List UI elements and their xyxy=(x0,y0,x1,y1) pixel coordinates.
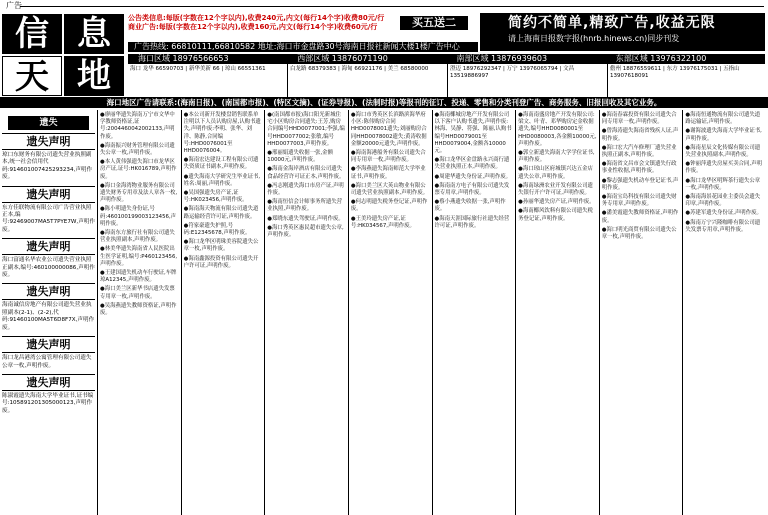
classified-item: ●海南宏达建设工程有限公司遗失资质证书副本,声明作废。 xyxy=(183,157,259,171)
classified-column xyxy=(98,110,182,515)
logo-char-4: 地 xyxy=(64,56,124,96)
classified-item: ●邢丽娟遗失收据一张,金额10000元,声明作废。 xyxy=(267,150,333,164)
classified-item: ●遗失海南大学研究生毕业证书,姓名:周丽,声明作废。 xyxy=(183,173,261,187)
notice-columns xyxy=(98,110,766,515)
classified-item: ●王建国遗失机动车行驶证,车牌琼A12345,声明作废。 xyxy=(100,270,177,284)
notice-title: 遗失声明 xyxy=(2,186,95,203)
notice-title: 遗失声明 xyxy=(2,133,95,150)
classified-item: ●海南恒信会计师事务所遗失营业执照,声明作废。 xyxy=(267,199,343,213)
classified-item: ●海南绿洲农业开发有限公司遗失银行开户许可证,声明作废。 xyxy=(518,182,593,197)
top-rule xyxy=(20,6,764,7)
classified-item: ●海南椰城房地产开发有限公司以下客户认购书遗失,声明作废:林海、吴静、符强、陈丽,认购书编号HHD0079001至HHD0079004,金额各10000元。 xyxy=(434,112,512,155)
regions-bar xyxy=(128,54,765,64)
classified-column xyxy=(265,110,349,515)
hotline-band: 广告热线: 66810111,66810582 地址:海口市金盘路30号海南日报社新闻大楼1楼广告中心 xyxy=(128,42,478,52)
classified-item: ●海南南方电子有限公司遗失发票专用章,声明作废。 xyxy=(434,182,510,197)
classified-item: ●海口金海湾物业服务有限公司遗失财务专用章及法人章各一枚,声明作废。 xyxy=(100,182,178,204)
directory-col-2: 白龙路 68379383 | 海甸 66921176 | 美兰 68580000 xyxy=(288,64,448,97)
agent-directory xyxy=(128,64,765,97)
top-line xyxy=(0,0,768,12)
notice-title: 遗失声明 xyxy=(2,374,95,391)
lost-notice xyxy=(2,374,95,415)
service-banner: 海口地区广告请联系:(海南日报)、(南国都市报)、(特区文摘)、(证券导报)、(法制时报)等报刊的征订、投递、零售和分类刊登广告、商务服务、旧报回收及其它业务。 xyxy=(0,97,768,108)
slogan-title: 简约不简单,精致广告,收益无限 xyxy=(508,15,716,31)
directory-col-4: 儋州 18876559611 | 东方 13976175031 | 五指山 13907618091 xyxy=(610,66,740,79)
classified-item: ●李海燕遗失海南师范大学毕业证书,声明作废。 xyxy=(350,166,426,180)
classified-item: ●冯志刚遗失海口市房产证,声明作废。 xyxy=(267,182,344,197)
classified-item: ●海南天涯国际旅行社遗失经营许可证,声明作废。 xyxy=(434,215,510,229)
lost-notice xyxy=(2,133,95,182)
classified-item: ●本公司新开发楼盘销售联系单注明以下人员认购房屋,认购书遗失,声明作废:李明、张华、刘洋、陈静,合同编号:HHD0076001至HHD0076004。 xyxy=(183,112,261,155)
notice-body: 海口富通名华农业公司遗失营业执照正副本,编号:460100000086,声明作废。 xyxy=(2,257,95,279)
masthead xyxy=(0,12,768,97)
notice-body: 陈淑霞遗失海南大学毕业证书,证书编号:105891201305000123,声明作废。 xyxy=(2,392,94,414)
classified-item: ●孙丽华遗失房产证,声明作废。 xyxy=(518,199,595,206)
classified-item: ●海南万宁兴隆咖啡有限公司遗失发票专用章,声明作废。 xyxy=(685,219,761,233)
directory-col-3: 澄迈 18976292347 | 万宁 13976065794 | 文昌 13519886997 xyxy=(448,64,608,97)
lost-notice xyxy=(2,186,95,235)
logo xyxy=(2,14,126,96)
classified-item: ●潘美霞遗失教师资格证,声明作废。 xyxy=(601,210,679,224)
classified-item: ●何志明遗失税务登记证,声明作废。 xyxy=(350,199,428,213)
classified-item: ●海南星辰文化传媒有限公司遗失营业执照副本,声明作废。 xyxy=(685,144,761,159)
classified-item: ●王美玲遗失房产证,证号:HK034567,声明作废。 xyxy=(350,215,415,229)
classified-item: ●(南国都市报)海口阳光新城住宅小区购房合同遗失:王芳,购房合同编号HHD0077001;李强,编号HHD0077002;张敏,编号HHD0077003,声明作废。 xyxy=(267,112,345,147)
classified-item: ●海口龙华区明珠美容院遗失公章一枚,声明作废。 xyxy=(183,239,259,253)
classified-item: ●本人黄伟强遗失海口市龙华区房产证,证号:HK016789,声明作废。 xyxy=(100,159,177,180)
classified-item: ●吴国强遗失房产证,证号:HK023456,声明作废。 xyxy=(183,190,248,204)
classified-column xyxy=(516,110,600,515)
classified-column xyxy=(433,110,517,515)
classified-item: ●海口琼山区府城镇兴达五金店遗失公章,声明作废。 xyxy=(518,166,593,180)
promo-badge: 买五送二 xyxy=(400,16,468,30)
classifieds-body xyxy=(0,110,768,515)
classified-item: ●海南春霖投资有限公司遗失合同专用章一枚,声明作废。 xyxy=(601,112,677,126)
classified-item: ●海南省文昌市会文镇遗失行政事业性收据,声明作废。 xyxy=(601,161,677,175)
lost-notice xyxy=(2,336,95,370)
classified-item: ●符家豪遗失护照,号码:E12345678,声明作废。 xyxy=(183,222,251,237)
classified-item: ●海口美兰区新华书店遗失发票专用章一枚,声明作废。 xyxy=(100,286,175,300)
logo-char-3: 天 xyxy=(2,56,62,96)
slogan-box xyxy=(480,13,765,51)
notice-title: 遗失声明 xyxy=(2,336,95,353)
logo-char-1: 信 xyxy=(2,14,62,54)
classified-item: ●陈小明遗失身份证,号码:460100199003123456,声明作废。 xyxy=(100,206,177,227)
notice-body: 海口龙昌港湾公寓管理有限公司遗失公章一枚,声明作废。 xyxy=(2,355,92,369)
directory-col-1: 海口 龙华 66590703 | 新华美新 66 | 琼山 66551361 xyxy=(128,64,288,97)
classified-item: ●海口龙华区明辉茶行遗失公章一枚,声明作废。 xyxy=(685,177,761,191)
region-1: 海口区域 18976566653 xyxy=(138,54,229,63)
classified-item: ●海口美兰区大英山物业有限公司遗失营业执照副本,声明作废。 xyxy=(350,182,429,197)
classified-item: ●蔡小燕遗失收据一张,声明作废。 xyxy=(434,199,506,213)
classified-item: ●海口秀英区惠民超市遗失公章,声明作废。 xyxy=(267,224,344,239)
classified-item: ●海南恒通物流有限公司遗失道路运输证,声明作废。 xyxy=(685,112,761,126)
classified-column xyxy=(182,110,266,515)
slogan-subtitle: 请上海南日报数字报(hnrb.hinews.cn)同步刊发 xyxy=(508,34,680,43)
classified-column xyxy=(349,110,433,515)
classified-item: ●周建华遗失身份证,声明作废。 xyxy=(434,173,511,180)
classified-column xyxy=(600,110,684,515)
notice-body: 海南诚信房地产有限公司遗失营业执照副本(2-1)、(2-2),代码:91460100MA5T6D8F7X,声明作废。 xyxy=(2,302,95,331)
classified-item: ●海南椰风饮料有限公司遗失税务登记证,声明作废。 xyxy=(518,208,593,222)
lost-notice xyxy=(2,238,95,279)
section-header-lost: 遗失 xyxy=(8,116,89,130)
classified-item: ●黎志强遗失机动车登记证书,声明作废。 xyxy=(601,177,679,191)
region-2: 西部区域 13876071190 xyxy=(297,54,388,63)
classified-item: ●海南南盛房地产开发有限公司:梁文、叶青、邓华购房定金收据遗失,编号HHD0080001至HHD0080003,各金额10000元,声明作废。 xyxy=(518,112,597,147)
classified-item: ●郭立新遗失海南大学学位证书,声明作废。 xyxy=(518,150,595,164)
classified-item: ●海南鑫源投资有限公司遗失开户许可证,声明作废。 xyxy=(183,255,259,269)
classified-item: ●林美华遗失海南省人民医院出生医学证明,编号:P460123456,声明作废。 xyxy=(100,246,178,267)
notice-body: 东方佳联物流有限公司广告营业执照正本,编号:92469007MA5T7PYE7W,声明作废。 xyxy=(2,204,95,233)
lost-notice xyxy=(2,283,95,332)
classified-item: ●吴海燕遗失教师资格证,声明作废。 xyxy=(100,302,177,317)
classified-item: ●海南金海岸酒店有限公司遗失食品经营许可证正本,声明作废。 xyxy=(267,166,345,180)
classified-item: ●郑晓东遗失驾驶证,声明作废。 xyxy=(267,215,344,222)
region-4: 东部区域 13976322100 xyxy=(615,54,707,63)
classified-item: ●苏建军遗失身份证,声明作废。 xyxy=(685,210,762,217)
notice-title: 遗失声明 xyxy=(2,283,95,300)
classified-item: ●海口明光商贸有限公司遗失公章一枚,声明作废。 xyxy=(601,226,677,241)
classified-item: ●钟丽萍遗失房屋买卖合同,声明作废。 xyxy=(685,161,762,175)
lost-notices-column xyxy=(0,110,98,515)
region-3: 南部区域 13876939603 xyxy=(456,54,548,63)
classified-item: ●海南海天物流有限公司遗失道路运输经营许可证,声明作废。 xyxy=(183,206,259,220)
classified-item: ●谢海波遗失海南大学毕业证书,声明作废。 xyxy=(685,128,762,142)
classified-item: ●海南宝岛科技有限公司遗失财务专用章,声明作废。 xyxy=(601,194,677,208)
classified-item: ●海口宏大汽车修理厂遗失营业执照正副本,声明作废。 xyxy=(601,144,677,159)
classified-item: ●曾海涛遗失海南省残疾人证,声明作废。 xyxy=(601,128,679,142)
classified-item: ●海口龙华区金盘路永兴商行遗失营业执照正本,声明作废。 xyxy=(434,157,510,171)
ad-label: 广告 xyxy=(6,1,22,10)
classified-item: ●海南东方旅行社有限公司遗失营业执照副本,声明作废。 xyxy=(100,230,175,244)
classified-item: ●海南振兴财务管理有限公司遗失公章一枚,声明作废。 xyxy=(100,142,175,157)
classified-item: ●海口市秀英区长滨路滨海华府小区:陈伟购房合同HHD0078001遗失;刘丽购房合同HHD0078002遗失;黄涛收据金额20000元遗失,声明作废。 xyxy=(350,112,427,147)
classified-item: ●廖丽华遗失海南万宁市文华中学教师资格证,证号:2004460042002133,声明作废。 xyxy=(100,112,175,140)
notice-title: 遗失声明 xyxy=(2,238,95,255)
classified-item: ●海南海港船务有限公司遗失合同专用章一枚,声明作废。 xyxy=(350,150,426,164)
notice-body: 琼口东财务有限公司遗失营业执照副本,统一社会信用代码:914601007425293234,声明作废。 xyxy=(2,152,93,181)
classified-item: ●海南海景花园业主委员会遗失印章,声明作废。 xyxy=(685,194,761,208)
pricing-line-2: 商业广告:每版(字数在12个字以内),收费160元,内文(每行14个字)收费60元/行 xyxy=(128,23,378,31)
classified-column xyxy=(683,110,766,515)
pricing-line-1: 公告类信息:每版(字数在12个字以内),收费240元,内文(每行14个字)收费80元/行 xyxy=(128,14,385,22)
logo-char-2: 息 xyxy=(64,14,124,54)
